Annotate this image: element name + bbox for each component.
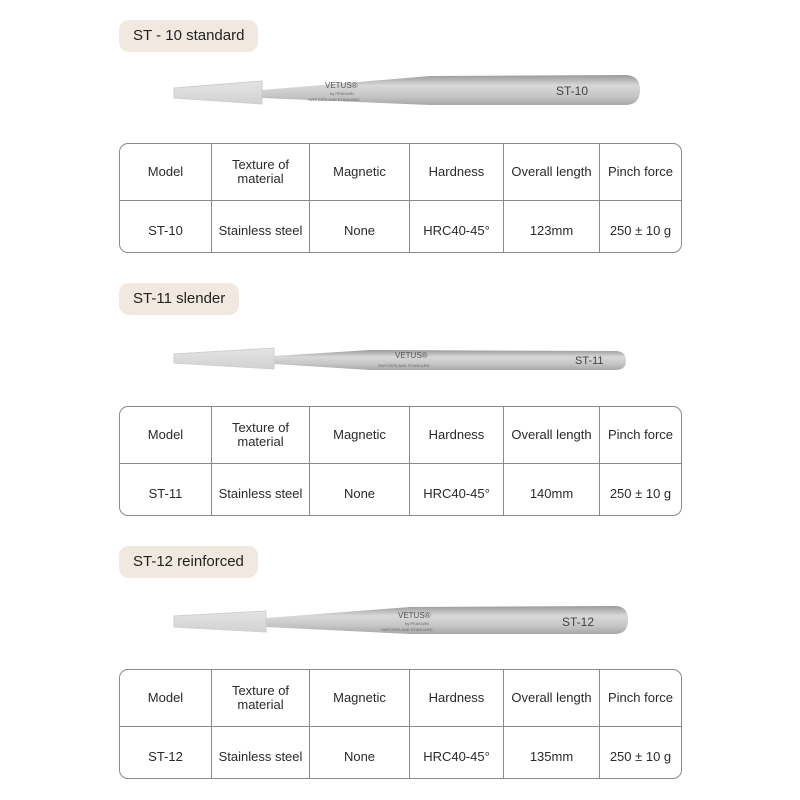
col-pinch: Pinch force xyxy=(600,670,681,727)
svg-text:SWITZERLAND STANDARD: SWITZERLAND STANDARD xyxy=(381,627,433,632)
cell-hardness: HRC40-45° xyxy=(410,201,504,252)
cell-model: ST-11 xyxy=(120,464,212,515)
col-material: Texture of material xyxy=(212,144,310,201)
svg-text:VETUS®: VETUS® xyxy=(398,611,431,620)
cell-pinch: 250 ± 10 g xyxy=(609,748,672,764)
svg-text:ST-11: ST-11 xyxy=(575,355,604,367)
col-magnetic: Magnetic xyxy=(310,670,410,727)
col-material: Texture of material xyxy=(212,670,310,727)
cell-magnetic: None xyxy=(310,201,410,252)
cell-hardness: HRC40-45° xyxy=(410,727,504,778)
section-title-st10: ST - 10 standard xyxy=(119,20,258,52)
table-row xyxy=(120,201,681,252)
table-header-row xyxy=(120,144,681,201)
tweezer-st12-image xyxy=(170,602,630,642)
col-pinch: Pinch force xyxy=(600,407,681,464)
spec-table-st10 xyxy=(119,143,682,253)
cell-magnetic: None xyxy=(310,727,410,778)
spec-table-st12 xyxy=(119,669,682,779)
cell-length: 135mm xyxy=(504,727,600,778)
tweezer-st10-image xyxy=(170,70,640,115)
col-hardness: Hardness xyxy=(410,144,504,201)
cell-material: Stainless steel xyxy=(212,464,310,515)
col-model: Model xyxy=(120,144,212,201)
col-length: Overall length xyxy=(504,144,600,201)
cell-magnetic: None xyxy=(310,464,410,515)
cell-hardness: HRC40-45° xyxy=(410,464,504,515)
cell-length: 140mm xyxy=(504,464,600,515)
cell-model: ST-12 xyxy=(120,727,212,778)
col-pinch: Pinch force xyxy=(600,144,681,201)
table-row xyxy=(120,727,681,778)
cell-pinch: 250 ± 10 g xyxy=(609,222,672,238)
col-length: Overall length xyxy=(504,670,600,727)
model-engraving: ST-10 xyxy=(556,84,589,98)
spec-table-st11 xyxy=(119,406,682,516)
col-length: Overall length xyxy=(504,407,600,464)
table-row xyxy=(120,464,681,515)
svg-text:VETUS®: VETUS® xyxy=(395,351,428,360)
section-title-st12: ST-12 reinforced xyxy=(119,546,258,578)
col-hardness: Hardness xyxy=(410,670,504,727)
col-model: Model xyxy=(120,670,212,727)
tweezer-st11-image xyxy=(170,342,630,377)
col-model: Model xyxy=(120,407,212,464)
section-title-st11: ST-11 slender xyxy=(119,283,239,315)
col-magnetic: Magnetic xyxy=(310,407,410,464)
col-material: Texture of material xyxy=(212,407,310,464)
svg-text:by PEAKWIN: by PEAKWIN xyxy=(330,91,354,96)
col-hardness: Hardness xyxy=(410,407,504,464)
svg-text:SWITZERLAND STANDARD: SWITZERLAND STANDARD xyxy=(378,363,430,368)
svg-text:SWITZERLAND STANDARD: SWITZERLAND STANDARD xyxy=(308,97,360,102)
cell-length: 123mm xyxy=(504,201,600,252)
cell-material: Stainless steel xyxy=(212,201,310,252)
svg-text:by PEAKWIN: by PEAKWIN xyxy=(405,621,429,626)
svg-text:ST-12: ST-12 xyxy=(562,615,595,629)
cell-material: Stainless steel xyxy=(212,727,310,778)
col-magnetic: Magnetic xyxy=(310,144,410,201)
brand-engraving: VETUS® xyxy=(325,81,358,90)
cell-pinch: 250 ± 10 g xyxy=(609,485,672,501)
table-header-row xyxy=(120,407,681,464)
table-header-row xyxy=(120,670,681,727)
cell-model: ST-10 xyxy=(120,201,212,252)
